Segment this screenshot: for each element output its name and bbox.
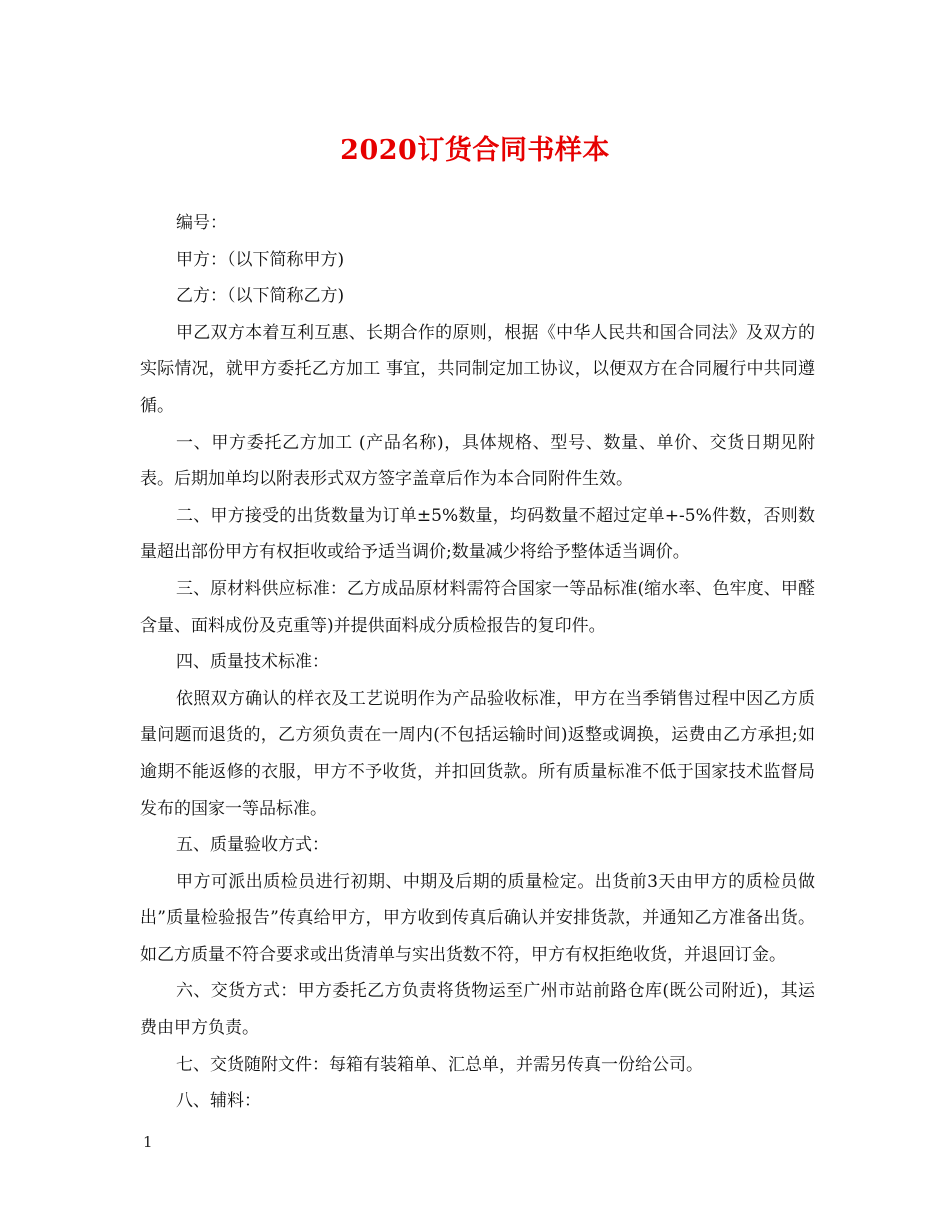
clause-2-paragraph: 二、甲方接受的出货数量为订单±5%数量，均码数量不超过定单+-5%件数，否则数量超出部份甲方有权拒收或给予适当调价;数量减少将给予整体适当调价。 xyxy=(140,505,815,563)
clause-5-heading: 五、质量验收方式： xyxy=(176,835,329,856)
clause-3-paragraph: 三、原材料供应标准：乙方成品原材料需符合国家一等品标准(缩水率、色牢度、甲醛含量、面料成份及克重等)并提供面料成分质检报告的复印件。 xyxy=(140,578,815,636)
document-title: 2020订货合同书样本 xyxy=(340,135,610,166)
clause-4-paragraph: 依照双方确认的样衣及工艺说明作为产品验收标准，甲方在当季销售过程中因乙方质量问题而退货的，乙方须负责在一周内(不包括运输时间)返整或调换，运费由乙方承担;如逾期不能返修的衣服，甲方不予收货，并扣回货款。所有质量标准不低于国家技术监督局发布的国家一等品标准。 xyxy=(140,688,815,819)
clause-7-paragraph: 七、交货随附文件：每箱有装箱单、汇总单，并需另传真一份给公司。 xyxy=(176,1054,703,1075)
clause-8-heading: 八、辅料： xyxy=(176,1091,261,1112)
clause-1-paragraph: 一、甲方委托乙方加工 (产品名称)，具体规格、型号、数量、单价、交货日期见附表。后期加单均以附表形式双方签字盖章后作为本合同附件生效。 xyxy=(140,432,815,490)
clause-6-paragraph: 六、交货方式：甲方委托乙方负责将货物运至广州市站前路仓库(既公司附近)，其运费由甲方负责。 xyxy=(140,981,815,1039)
clause-5-paragraph: 甲方可派出质检员进行初期、中期及后期的质量检定。出货前3天由甲方的质检员做出”质量检验报告”传真给甲方，甲方收到传真后确认并安排货款，并通知乙方准备出货。如乙方质量不符合要求或出货清单与实出货数不符，甲方有权拒绝收货，并退回订金。 xyxy=(140,871,815,965)
party-a-line: 甲方：（以下简称甲方) xyxy=(176,249,345,270)
preamble-paragraph: 甲乙双方本着互利互惠、长期合作的原则，根据《中华人民共和国合同法》及双方的实际情况，就甲方委托乙方加工 事宜，共同制定加工协议，以便双方在合同履行中共同遵循。 xyxy=(140,322,815,416)
clause-4-heading: 四、质量技术标准： xyxy=(176,652,329,673)
party-b-line: 乙方：（以下简称乙方) xyxy=(176,286,345,307)
page-number: 1 xyxy=(143,1133,153,1151)
document-body xyxy=(140,205,815,1120)
serial-number-line: 编号： xyxy=(176,213,227,233)
